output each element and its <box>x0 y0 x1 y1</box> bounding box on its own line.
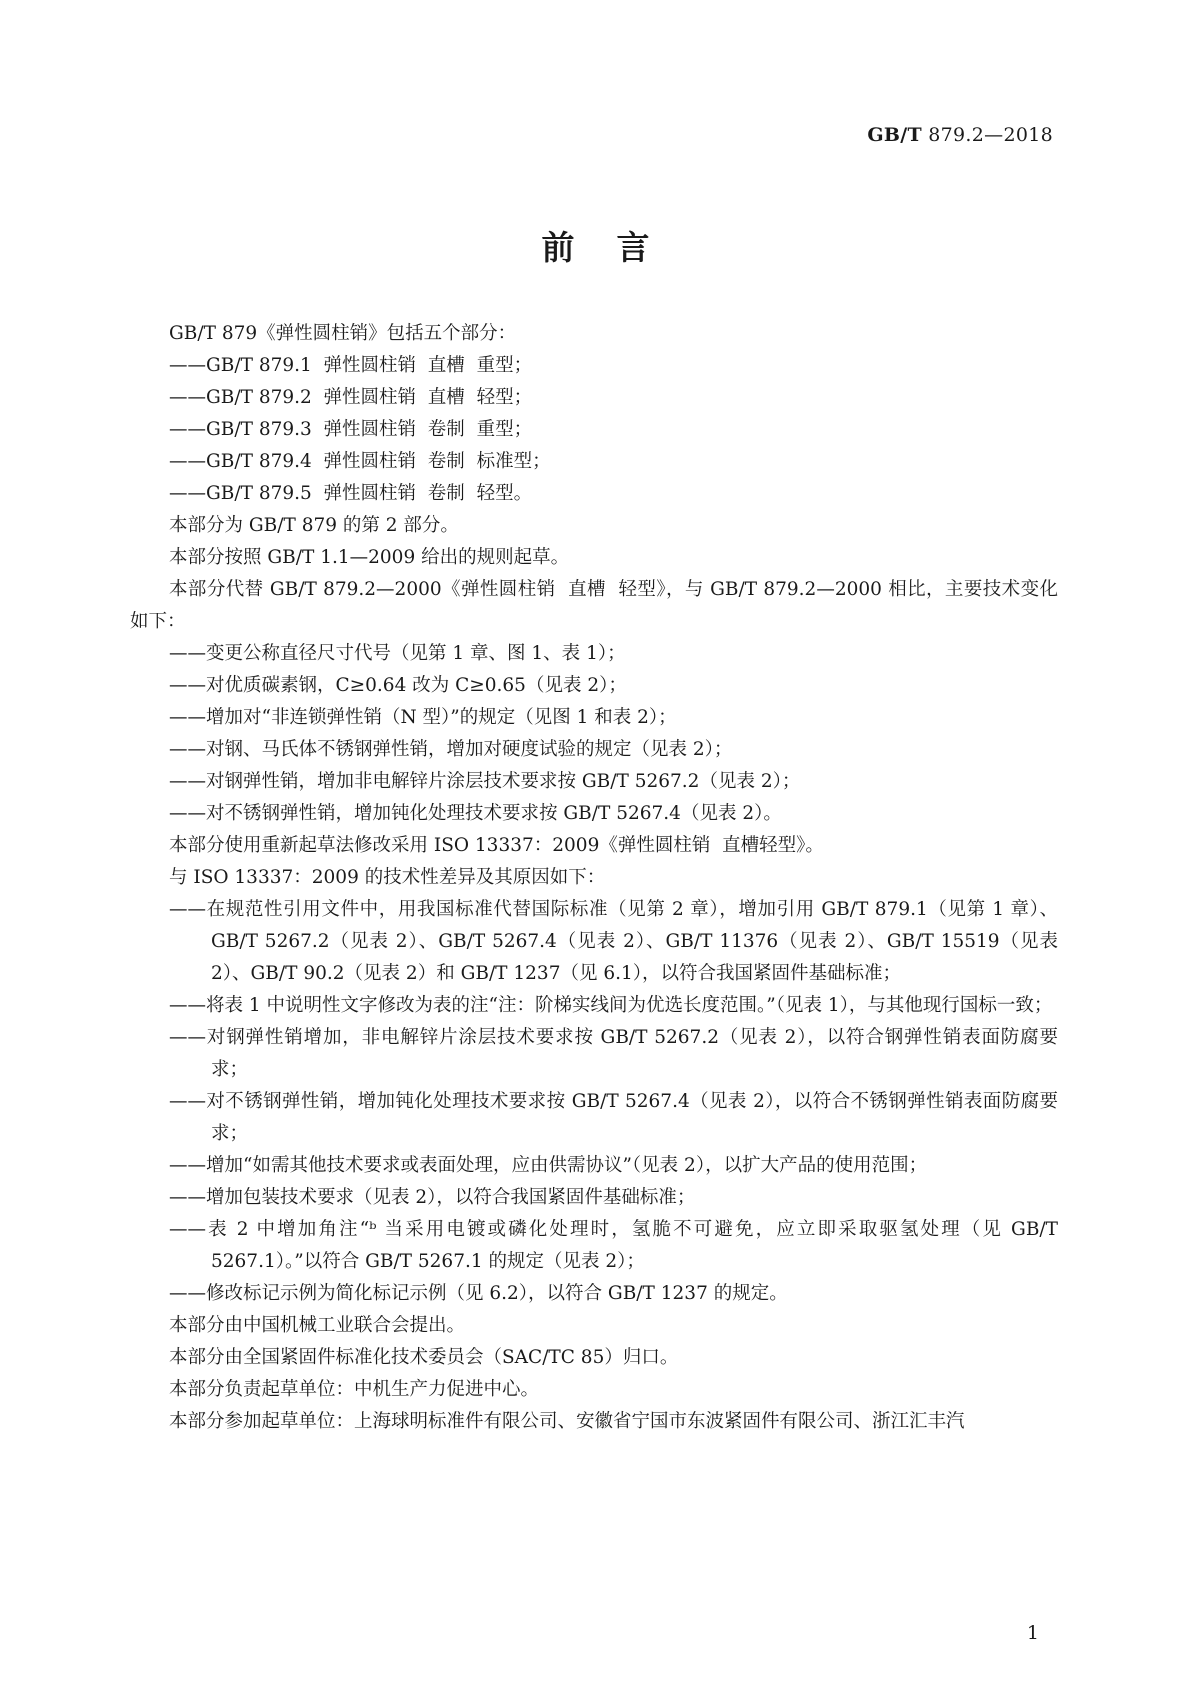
list-item: ——变更公称直径尺寸代号（见第 1 章、图 1、表 1）； <box>169 643 626 664</box>
paragraph: 本部分参加起草单位：上海球明标准件有限公司、安徽省宁国市东波紧固件有限公司、浙江汇丰汽 <box>169 1411 965 1432</box>
standard-code-number: 879.2—2018 <box>921 124 1053 146</box>
list-item: ——在规范性引用文件中，用我国标准代替国际标准（见第 2 章），增加引用 GB/T 879.1（见第 1 章）、GB/T 5267.2（见表 2）、GB/T 5267.4（见表 2）、GB/T 11376（见表 2）、GB/T 15519（见表 2）、GB/T 90.2（见表 2）和 GB/T 1237（见 6.1），以符合我国紧固件基础标准； <box>169 899 1064 984</box>
list-item: ——GB/T 879.3 弹性圆柱销 卷制 重型； <box>169 419 533 440</box>
foreword-body <box>130 318 1064 1438</box>
paragraph: GB/T 879《弹性圆柱销》包括五个部分： <box>169 323 517 344</box>
paragraph: 与 ISO 13337：2009 的技术性差异及其原因如下： <box>169 867 606 888</box>
foreword-title: 前言 <box>541 228 692 267</box>
list-item: ——对钢、马氏体不锈钢弹性销，增加对硬度试验的规定（见表 2）； <box>169 739 733 760</box>
list-item: ——增加包装技术要求（见表 2），以符合我国紧固件基础标准； <box>169 1187 696 1208</box>
list-item: ——GB/T 879.1 弹性圆柱销 直槽 重型； <box>169 355 533 376</box>
page-header-standard-code <box>867 124 1053 146</box>
paragraph: 本部分按照 GB/T 1.1—2009 给出的规则起草。 <box>169 547 570 568</box>
list-item: ——对不锈钢弹性销，增加钝化处理技术要求按 GB/T 5267.4（见表 2），以符合不锈钢弹性销表面防腐要求； <box>169 1091 1058 1144</box>
list-item: ——将表 1 中说明性文字修改为表的注“注：阶梯实线间为优选长度范围。”（见表 1），与其他现行国标一致； <box>169 995 1053 1016</box>
list-item: ——增加“如需其他技术要求或表面处理，应由供需协议”（见表 2），以扩大产品的使用范围； <box>169 1155 928 1176</box>
paragraph: 本部分负责起草单位：中机生产力促进中心。 <box>169 1379 540 1400</box>
list-item: ——GB/T 879.4 弹性圆柱销 卷制 标准型； <box>169 451 551 472</box>
paragraph: 本部分使用重新起草法修改采用 ISO 13337：2009《弹性圆柱销 直槽轻型》。 <box>169 835 824 856</box>
list-item: ——对不锈钢弹性销，增加钝化处理技术要求按 GB/T 5267.4（见表 2）。 <box>169 803 782 824</box>
list-item: ——修改标记示例为简化标记示例（见 6.2），以符合 GB/T 1237 的规定。 <box>169 1283 788 1304</box>
paragraph: 本部分为 GB/T 879 的第 2 部分。 <box>169 515 459 536</box>
list-item: ——GB/T 879.2 弹性圆柱销 直槽 轻型； <box>169 387 533 408</box>
page-number: 1 <box>1026 1622 1039 1644</box>
list-item: ——对钢弹性销，增加非电解锌片涂层技术要求按 GB/T 5267.2（见表 2）； <box>169 771 801 792</box>
standard-code-prefix: GB/T <box>867 124 922 146</box>
list-item: ——对优质碳素钢，C≥0.64 改为 C≥0.65（见表 2）； <box>169 675 627 696</box>
list-item: ——对钢弹性销增加，非电解锌片涂层技术要求按 GB/T 5267.2（见表 2），以符合钢弹性销表面防腐要求； <box>169 1027 1058 1080</box>
paragraph: 本部分由全国紧固件标准化技术委员会（SAC/TC 85）归口。 <box>169 1347 679 1368</box>
list-item: ——GB/T 879.5 弹性圆柱销 卷制 轻型。 <box>169 483 533 504</box>
paragraph: 本部分由中国机械工业联合会提出。 <box>169 1315 466 1336</box>
paragraph: 本部分代替 GB/T 879.2—2000《弹性圆柱销 直槽 轻型》，与 GB/T 879.2—2000 相比，主要技术变化如下： <box>130 579 1058 632</box>
list-item: ——表 2 中增加角注“ᵇ 当采用电镀或磷化处理时，氢脆不可避免，应立即采取驱氢处理（见 GB/T 5267.1）。”以符合 GB/T 5267.1 的规定（见表 2）； <box>169 1219 1064 1272</box>
list-item: ——增加对“非连锁弹性销（N 型）”的规定（见图 1 和表 2）； <box>169 707 677 728</box>
